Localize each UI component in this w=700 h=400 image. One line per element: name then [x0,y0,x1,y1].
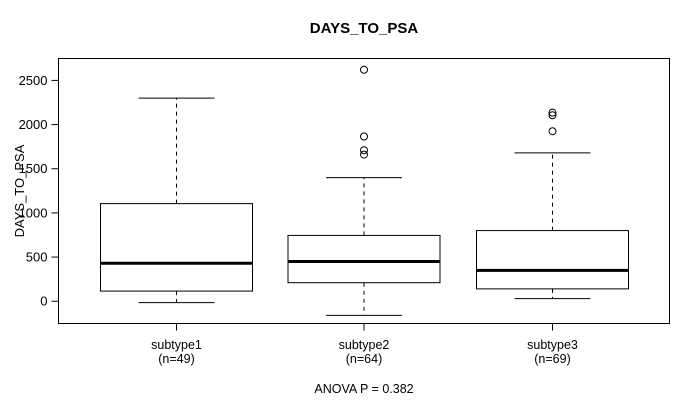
y-tick-label: 500 [25,249,48,265]
outlier-point [361,66,368,73]
y-tick-label: 1500 [18,161,48,177]
iqr-box [101,204,253,291]
group-label: subtype1 [151,338,202,352]
plot-area [19,59,670,367]
y-tick-label: 2500 [18,72,48,88]
y-tick-label: 2000 [18,117,48,133]
y-axis-label: DAYS_TO_PSA [12,144,27,238]
anova-annotation: ANOVA P = 0.382 [314,382,414,396]
y-tick-label: 0 [40,293,48,309]
group-label: subtype3 [527,338,578,352]
chart-title: DAYS_TO_PSA [309,20,419,37]
iqr-box [477,231,629,289]
iqr-box [288,235,440,282]
y-tick-label: 1000 [18,205,48,221]
outlier-point [361,133,368,140]
outlier-point [549,128,556,135]
group-count-label: (n=49) [158,352,195,366]
group-count-label: (n=69) [534,352,571,366]
group-count-label: (n=64) [345,352,383,366]
outlier-point [361,147,368,154]
group-label: subtype2 [338,338,390,352]
